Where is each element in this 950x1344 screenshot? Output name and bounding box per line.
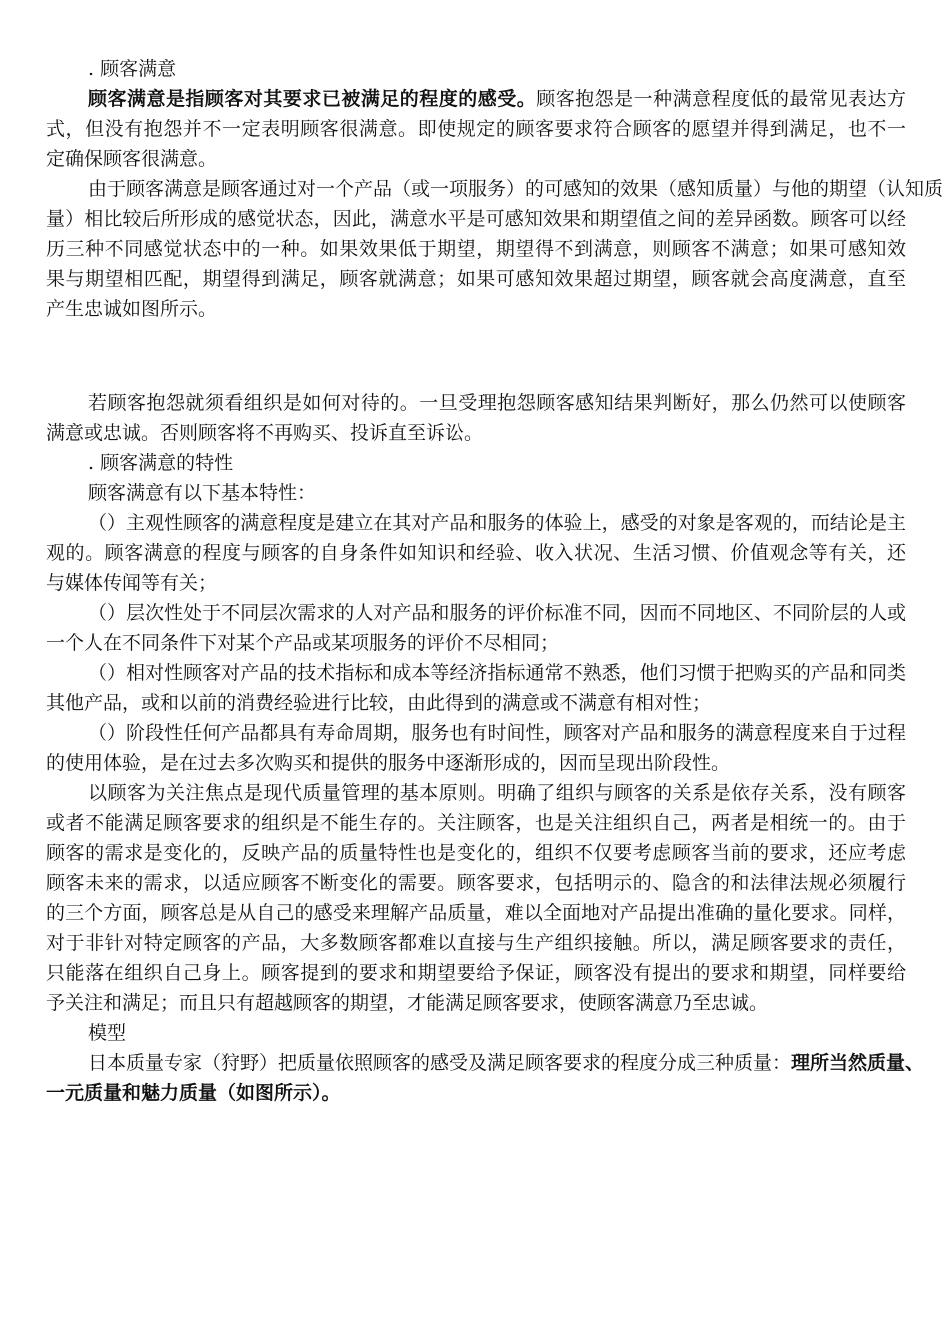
figure-placeholder-gap xyxy=(46,324,906,388)
paragraph-line: 产生忠诚如图所示。 xyxy=(46,298,218,320)
paragraph-line: 式，但没有抱怨并不一定表明顾客很满意。即使规定的顾客要求符合顾客的愿望并得到满足，也不一 xyxy=(46,118,906,140)
paragraph-line: 历三种不同感觉状态中的一种。如果效果低于期望，期望得不到满意，则顾客不满意；如果可感知效 xyxy=(46,238,906,260)
paragraph-line: 予关注和满足；而且只有超越顾客的期望，才能满足顾客要求，使顾客满意乃至忠诚。 xyxy=(46,992,769,1014)
paragraph-line: 或者不能满足顾客要求的组织是不能生存的。关注顾客，也是关注组织自己，两者是相统一的。由于 xyxy=(46,812,906,834)
list-item-line: （）相对性顾客对产品的技术指标和成本等经济指标通常不熟悉，他们习惯于把购买的产品和同类 xyxy=(88,662,906,684)
paragraph-line: 的三个方面，顾客总是从自己的感受来理解产品质量，难以全面地对产品提出准确的量化要求。同样， xyxy=(46,902,906,924)
paragraph-line: 以顾客为关注焦点是现代质量管理的基本原则。明确了组织与顾客的关系是依存关系，没有顾客 xyxy=(88,782,906,804)
paragraph-line: 只能落在组织自己身上。顾客提到的要求和期望要给予保证，顾客没有提出的要求和期望，同样要给 xyxy=(46,962,906,984)
list-item-line: （）层次性处于不同层次需求的人对产品和服务的评价标准不同，因而不同地区、不同阶层的人或 xyxy=(88,602,906,624)
paragraph-line: 满意或忠诚。否则顾客将不再购买、投诉直至诉讼。 xyxy=(46,422,484,444)
paragraph-line: 量）相比较后所形成的感觉状态，因此，满意水平是可感知效果和期望值之间的差异函数。顾客可以经 xyxy=(46,208,906,230)
paragraph-line xyxy=(46,1078,906,1108)
paragraph-line: 顾客的需求是变化的，反映产品的质量特性也是变化的，组织不仅要考虑顾客当前的要求，还应考虑 xyxy=(46,842,906,864)
bold-term: 理所当然质量、 xyxy=(791,1052,925,1074)
text-span: 顾客抱怨是一种满意程度低的最常见表达方 xyxy=(536,88,906,110)
paragraph-line: 对于非针对特定顾客的产品，大多数顾客都难以直接与生产组织接触。所以，满足顾客要求的责任， xyxy=(46,932,906,954)
paragraph-line xyxy=(46,84,906,114)
list-item-line: 的使用体验，是在过去多次购买和提供的服务中逐渐形成的，因而呈现出阶段性。 xyxy=(46,752,731,774)
paragraph-line: 顾客满意有以下基本特性： xyxy=(88,482,317,504)
paragraph-line: 若顾客抱怨就须看组织是如何对待的。一旦受理抱怨顾客感知结果判断好，那么仍然可以使顾客 xyxy=(88,392,906,414)
section-heading-customer-satisfaction: . 顾客满意 xyxy=(88,58,177,80)
list-item-line: 其他产品，或和以前的消费经验进行比较，由此得到的满意或不满意有相对性； xyxy=(46,692,712,714)
bold-definition: 顾客满意是指顾客对其要求已被满足的程度的感受。 xyxy=(88,88,537,110)
document-page xyxy=(46,54,944,1108)
paragraph-line: 由于顾客满意是顾客通过对一个产品（或一项服务）的可感知的效果（感知质量）与他的期望（认知质 xyxy=(88,178,944,200)
bold-term: 一元质量和魅力质量（如图所示）。 xyxy=(46,1082,341,1104)
list-item-line: 与媒体传闻等有关； xyxy=(46,572,218,594)
paragraph-line: 果与期望相匹配，期望得到满足，顾客就满意；如果可感知效果超过期望，顾客就会高度满意，直至 xyxy=(46,268,906,290)
paragraph-line: 定确保顾客很满意。 xyxy=(46,148,218,170)
list-item-line: （）阶段性任何产品都具有寿命周期，服务也有时间性，顾客对产品和服务的满意程度来自于过程 xyxy=(88,722,906,744)
section-heading-model: 模型 xyxy=(88,1022,127,1044)
list-item-line: 观的。顾客满意的程度与顾客的自身条件如知识和经验、收入状况、生活习惯、价值观念等有关，还 xyxy=(46,542,906,564)
paragraph-line xyxy=(46,1048,925,1078)
section-heading-characteristics: . 顾客满意的特性 xyxy=(88,452,234,474)
paragraph-line: 顾客未来的需求，以适应顾客不断变化的需要。顾客要求，包括明示的、隐含的和法律法规必须履行 xyxy=(46,872,906,894)
text-span: 日本质量专家（狩野）把质量依照顾客的感受及满足顾客要求的程度分成三种质量： xyxy=(88,1052,792,1074)
list-item-line: （）主观性顾客的满意程度是建立在其对产品和服务的体验上，感受的对象是客观的，而结论是主 xyxy=(88,512,906,534)
list-item-line: 一个人在不同条件下对某个产品或某项服务的评价不尽相同； xyxy=(46,632,560,654)
